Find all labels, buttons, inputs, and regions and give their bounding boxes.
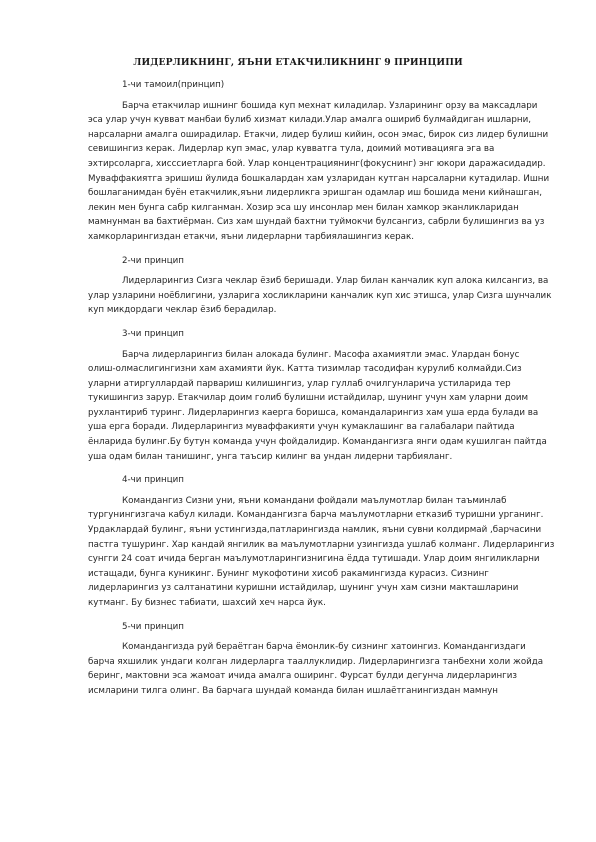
paragraph-line: исмларини тилга олинг. Ва барчага шундай команда билан ишлаётганингиздан мамнун: [88, 685, 498, 696]
paragraph-line: куп микдордаги чеклар ёзиб берадилар.: [88, 305, 277, 316]
paragraph-line: пастга тушуринг. Хар кандай янгилик ва маълумотларни узингизда ушлаб колманг. Лидерларингиз: [88, 539, 555, 550]
paragraph-line: кутманг. Бу бизнес табиати, шахсий хеч нарса йук.: [88, 598, 326, 608]
paragraph-line: эхтирсоларга, хисссиетларга бой. Улар концентрациянинг(фокуснинг) энг юкори даражасидадир.: [88, 158, 546, 169]
paragraph-line: уша ерга боради. Лидерларингиз муваффакияти учун кумаклашинг ва галабалари пайтида: [88, 422, 515, 433]
paragraph-line: уша одам билан танишинг, унга таъсир килинг ва ундан лидерни тарбияланг.: [88, 451, 453, 462]
paragraph-line: олиш-олмаслигингизни хам ахамияти йук. Катта тизимлар тасодифан курулиб колмайди.Сиз: [88, 364, 522, 375]
section-heading: 3-чи принцип: [122, 328, 184, 339]
paragraph-line: лидерларингиз уз салтанатини куришни истайдилар, шунинг учун хам сизни макташларини: [88, 583, 519, 594]
paragraph-line: эса улар учун кувват манбаи булиб хизмат килади.Улар амалга ошириб булмайдиган ишларни,: [88, 115, 531, 126]
section-heading: 4-чи принцип: [122, 475, 184, 486]
section-paragraph: [88, 99, 556, 245]
paragraph-line: Командангизда руй бераётган барча ёмонлик-бу сизнинг хатоингиз. Командангиздаги: [122, 642, 526, 653]
paragraph-line: Барча лидерларингиз билан алокада булинг. Масофа ахамиятли эмас. Улардан бонус: [122, 349, 520, 360]
section-paragraph: [88, 274, 556, 318]
section-heading: 5-чи принцип: [122, 621, 184, 632]
paragraph-line: хамкорларингиздан етакчи, яъни лидерларни тарбиялашингиз керак.: [88, 231, 414, 242]
paragraph-line: севишингиз керак. Лидерлар куп эмас, улар кувватга тула, доимий мотивацияга эга ва: [88, 144, 495, 155]
document-body: [88, 78, 556, 708]
section-principle-3: [88, 327, 556, 464]
section-paragraph: [88, 640, 556, 698]
paragraph-line: бошлаганимдан буён етакчилик,яъни лидерликга эришган одамлар иш бошида мени кийнашган,: [88, 188, 542, 199]
paragraph-line: истащади, бунга куникинг. Бунинг мукофотини хисоб ракамингизда курасиз. Сизнинг: [88, 568, 489, 579]
paragraph-line: лекин мен бунга сабр килганман. Хозир эса шу инсонлар мен билан хамкор эканликларидан: [88, 202, 519, 213]
paragraph-line: беринг, мактовни эса жамоат ичида амалга оширинг. Фурсат булди дегунча лидерларингиз: [88, 671, 517, 682]
paragraph-line: Барча етакчилар ишнинг бошида куп мехнат киладилар. Узларининг орзу ва максадлари: [122, 100, 538, 111]
section-principle-4: [88, 473, 556, 610]
paragraph-line: улар узларини ноёблигини, узларига хосликларини канчалик куп хис этишса, улар Сизга шунчалик: [88, 290, 552, 301]
paragraph-line: барча яхшилик ундаги колган лидерларга тааллуклидир. Лидерларингизга танбехни холи жойда: [88, 656, 544, 667]
paragraph-line: Урдаклардай булинг, яъни устингизда,патларингизда намлик, яъни сувни колдирмай ,барчасини: [88, 525, 542, 536]
paragraph-line: Муваффакиятга эришиш йулида бошкалардан хам узларидан кутган нарсаларни кутадилар. Ишни: [88, 173, 550, 184]
section-principle-1: [88, 78, 556, 245]
paragraph-line: мамнунман ва бахтиёрман. Сиз хам шундай бахтни туймокчи булсангиз, сабрли булишингиз ва уз: [88, 217, 545, 228]
paragraph-line: нарсаларни амалга оширадилар. Етакчи, лидер булиш кийин, осон эмас, бирок сиз лидер булишни: [88, 129, 549, 140]
paragraph-line: рухлантириб туринг. Лидерларингиз каерга боришса, командаларингиз хам уша ерда булади ва: [88, 407, 539, 418]
section-heading: 1-чи тамоил(принцип): [122, 80, 225, 90]
section-principle-2: [88, 254, 556, 318]
paragraph-line: тургунингизгача кабул килади. Командангизга барча маълумотларни етказиб туришни урганинг.: [88, 510, 544, 521]
paragraph-line: ёнларида булинг.Бу бутун команда учун фойдалидир. Командангизга янги одам кушилган пайтда: [88, 437, 547, 448]
section-paragraph: [88, 348, 556, 465]
paragraph-line: Командангиз Сизни уни, яъни командани фойдали маълумотлар билан таъминлаб: [122, 495, 507, 506]
section-paragraph: [88, 494, 556, 611]
section-heading: 2-чи принцип: [122, 255, 184, 266]
paragraph-line: Лидерларингиз Сизга чеклар ёзиб беришади. Улар билан канчалик куп алока килсангиз, ва: [122, 276, 549, 287]
paragraph-line: сунгги 24 соат ичида берган маълумотларингизнигина ёдда тутишади. Улар доим янгиликларни: [88, 554, 540, 565]
section-principle-5: [88, 620, 556, 699]
document-title: ЛИДЕРЛИКНИНГ, ЯЪНИ ЕТАКЧИЛИКНИНГ 9 ПРИНЦИПИ: [133, 57, 463, 68]
paragraph-line: тукишингиз зарур. Етакчилар доим голиб булишни истайдилар, шунинг учун хам уларни доим: [88, 393, 529, 404]
paragraph-line: уларни атиргуллардай парвариш килишингиз, улар гуллаб очилгунларича устиларида тер: [88, 378, 511, 389]
